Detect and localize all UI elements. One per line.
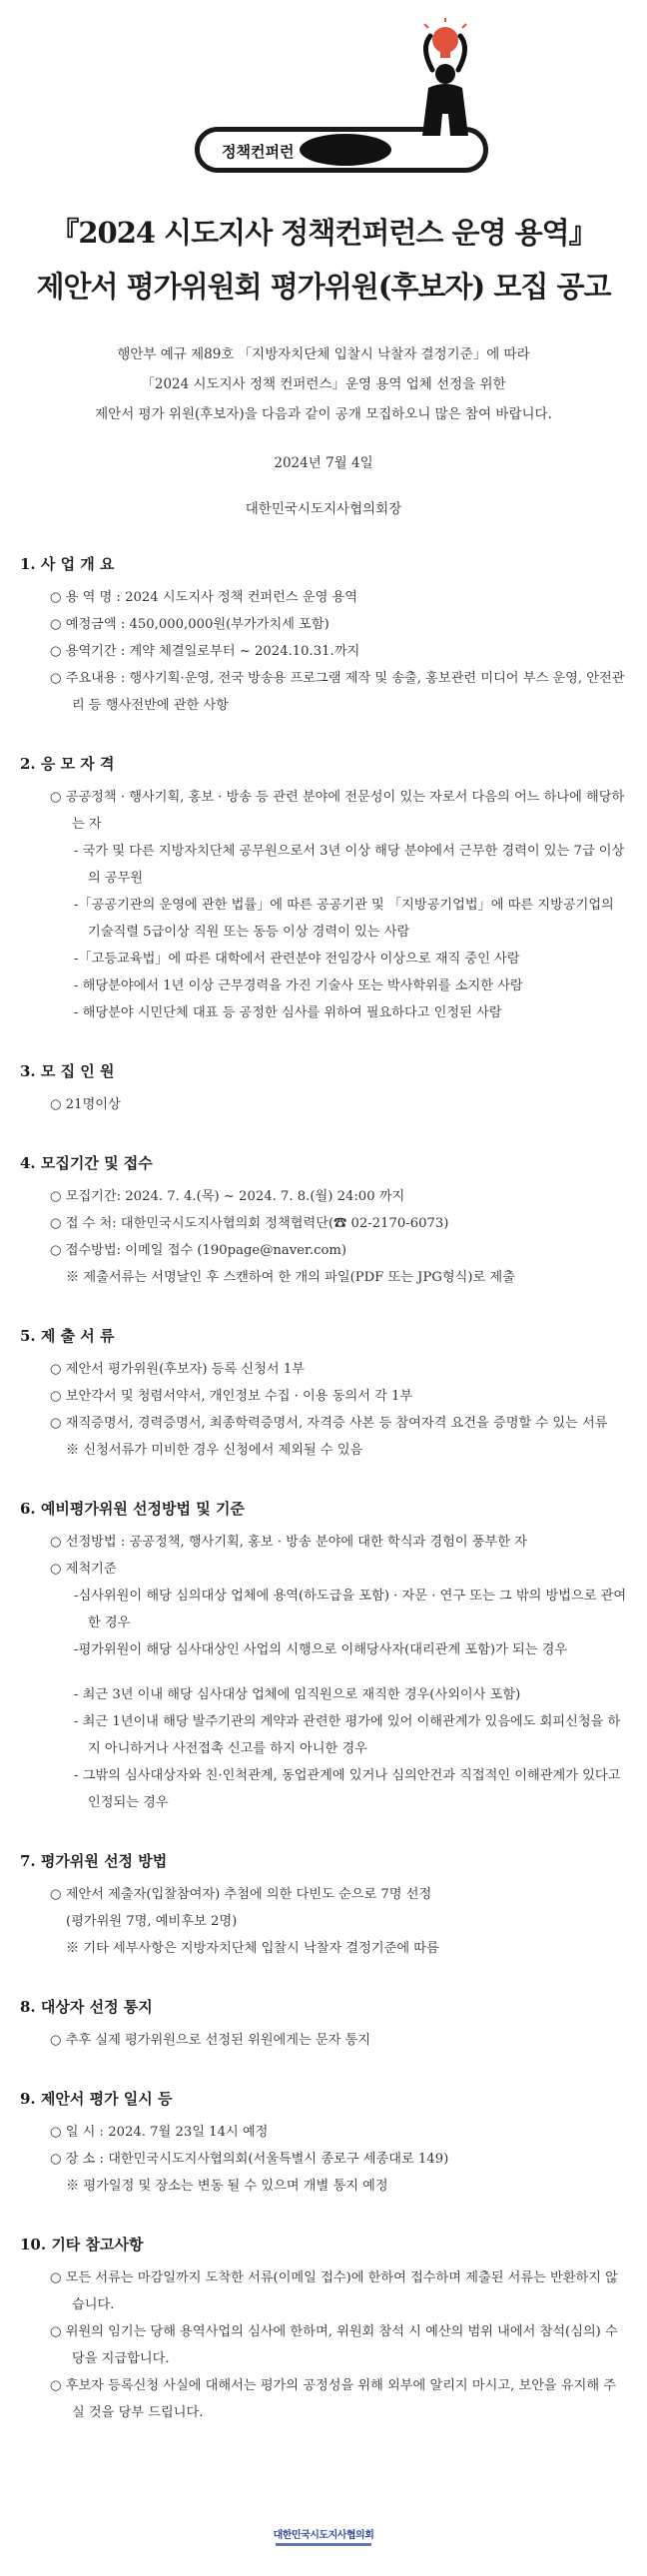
section-title: 10. 기타 참고사항	[20, 2236, 144, 2254]
redaction-ellipse	[300, 134, 391, 166]
sub-item: - 그밖의 심사대상자와 친·인척관계, 동업관계에 있거나 심의안건과 직접적인 이해관계가 있다고 인정되는 경우	[74, 1768, 621, 1810]
note: ※ 제출서류는 서명날인 후 스캔하여 한 개의 파일(PDF 또는 JPG형식)로 제출	[66, 1270, 515, 1285]
section-documents	[20, 1325, 627, 1464]
list-item: ○ 21명이상	[50, 1097, 121, 1112]
list-item: ○ 용역기간 : 계약 체결일로부터 ~ 2024.10.31.까지	[50, 644, 360, 659]
notice-date: 2024년 7월 4일	[274, 455, 373, 471]
list-item: ○ 모집기간: 2024. 7. 4.(목) ~ 2024. 7. 8.(월) 24:00 까지	[50, 1189, 405, 1204]
section-notification	[20, 1996, 627, 2054]
intro-line: 「2024 시도지사 정책 컨퍼런스」운영 용역 업체 선정을 위한	[141, 376, 506, 392]
list-item: ○ 장 소 : 대한민국시도지사협의회(서울특별시 종로구 세종대로 149)	[50, 2152, 449, 2167]
list-item: ○ 제안서 평가위원(후보자) 등록 신청서 1부	[50, 1362, 305, 1377]
list-item: ○ 추후 실제 평가위원으로 선정된 위원에게는 문자 통지	[50, 2033, 371, 2048]
list-item: ○ 일 시 : 2024. 7월 23일 14시 예정	[50, 2125, 269, 2140]
section-other-notes	[20, 2234, 627, 2426]
intro-line: 행안부 예규 제89호 「지방자치단체 입찰시 낙찰자 결정기준」에 따라	[117, 346, 530, 362]
list-item: ○ 제안서 제출자(입찰참여자) 추첨에 의한 다빈도 순으로 7명 선정	[50, 1887, 432, 1902]
intro-paragraph	[44, 339, 603, 429]
sub-item: - 국가 및 다른 지방자치단체 공무원으로서 3년 이상 해당 분야에서 근무한 경력이 있는 7급 이상의 공무원	[74, 844, 625, 886]
list-item: ○ 공공정책 · 행사기획, 홍보 · 방송 등 관련 분야에 전문성이 있는 자로서 다음의 어느 하나에 해당하는 자	[50, 790, 625, 832]
section-title: 7. 평가위원 선정 방법	[20, 1852, 168, 1870]
list-item: ○ 위원의 임기는 당해 용역사업의 심사에 한하며, 위원회 참석 시 예산의 범위 내에서 참석(심의) 수당을 지급합니다.	[50, 2324, 618, 2366]
list-item: ○ 주요내용 : 행사기획·운영, 전국 방송용 프로그램 제작 및 송출, 홍보관련 미디어 부스 운영, 안전관리 등 행사전반에 관한 사항	[50, 671, 625, 713]
issuer-name: 대한민국시도지사협의회장	[245, 501, 402, 517]
notice-sections	[0, 553, 647, 2426]
list-item: ○ 모든 서류는 마감일까지 도착한 서류(이메일 접수)에 한하여 접수하며 제출된 서류는 반환하지 않습니다.	[50, 2270, 618, 2312]
list-item: ○ 예정금액 : 450,000,000원(부가가치세 포함)	[50, 617, 329, 632]
section-title: 8. 대상자 선정 통지	[20, 1998, 153, 2016]
section-title: 6. 예비평가위원 선정방법 및 기준	[20, 1500, 245, 1518]
note: ※ 기타 세부사항은 지방자치단체 입찰시 낙찰자 결정기준에 따름	[66, 1941, 439, 1956]
sub-item: - 해당분야 시민단체 대표 등 공정한 심사를 위하여 필요하다고 인정된 사람	[74, 1005, 502, 1020]
section-overview	[20, 553, 627, 719]
section-evaluation-schedule	[20, 2088, 627, 2200]
pill-label: 정책컨퍼런	[222, 143, 295, 161]
list-item: ○ 선정방법 : 공공정책, 행사기획, 홍보 · 방송 분야에 대한 학식과 경험이 풍부한 자	[50, 1535, 527, 1550]
person-lightbulb-illustration	[390, 18, 500, 138]
section-title: 2. 응 모 자 격	[20, 755, 115, 773]
section-evaluator-selection	[20, 1850, 627, 1962]
intro-line: 제안서 평가 위원(후보자)을 다음과 같이 공개 모집하오니 많은 참여 바랍니다.	[95, 406, 552, 422]
list-item: ○ 재직증명서, 경력증명서, 최종학력증명서, 자격증 사본 등 참여자격 요건을 증명할 수 있는 서류	[50, 1416, 608, 1431]
hero-banner	[0, 0, 647, 190]
section-title: 9. 제안서 평가 일시 등	[20, 2090, 173, 2108]
list-item: ○ 접 수 처: 대한민국시도지사협의회 정책협력단(☎ 02-2170-6073)	[50, 1216, 449, 1231]
section-title: 1. 사 업 개 요	[20, 555, 115, 573]
note: ※ 평가일정 및 장소는 변동 될 수 있으며 개별 통지 예정	[66, 2179, 388, 2194]
sub-item: -심사위원이 해당 심의대상 업체에 용역(하도급을 포함) · 자문 · 연구 또는 그 밖의 방법으로 관여한 경우	[74, 1589, 627, 1630]
list-item: ○ 접수방법: 이메일 접수 (190page@naver.com)	[50, 1243, 347, 1258]
note: (평가위원 7명, 예비후보 2명)	[66, 1914, 238, 1929]
sub-item: - 최근 3년 이내 해당 심사대상 업체에 임직원으로 재직한 경우(사외이사 포함)	[74, 1687, 521, 1702]
logo-underline	[276, 2543, 371, 2546]
list-item: ○ 후보자 등록신청 사실에 대해서는 평가의 공정성을 위해 외부에 알리지 마시고, 보안을 유지해 주실 것을 당부 드립니다.	[50, 2378, 617, 2420]
list-item: ○ 보안각서 및 청렴서약서, 개인정보 수집 · 이용 동의서 각 1부	[50, 1389, 413, 1404]
logo-text: 대한민국시도지사협의회	[273, 2530, 374, 2541]
sub-item: - 최근 1년이내 해당 발주기관의 계약과 관련한 평가에 있어 이해관계가 있음에도 회피신청을 하지 아니하거나 사전접촉 신고를 하지 아니한 경우	[74, 1714, 621, 1756]
section-eligibility	[20, 753, 627, 1026]
organization-logo	[272, 2526, 375, 2546]
sub-item: -「공공기관의 운영에 관한 법률」에 따른 공공기관 및 「지방공기업법」에 따른 지방공기업의 기술직렬 5급이상 직원 또는 동등 이상 경력이 있는 사람	[74, 898, 614, 940]
section-selection-criteria	[20, 1498, 627, 1816]
title-line-2: 제안서 평가위원회 평가위원(후보자) 모집 공고	[36, 270, 611, 304]
page-title	[0, 206, 647, 314]
sub-item: -「고등교육법」에 따른 대학에서 관련분야 전임강사 이상으로 재직 중인 사람	[74, 952, 520, 966]
list-item: ○ 제척기준	[50, 1562, 117, 1577]
title-line-1: 『2024 시도지사 정책컨퍼런스 운영 용역』	[50, 216, 597, 250]
section-title: 5. 제 출 서 류	[20, 1327, 115, 1345]
sub-item: - 해당분야에서 1년 이상 근무경력을 가진 기술사 또는 박사학위를 소지한 사람	[74, 978, 523, 993]
note: ※ 신청서류가 미비한 경우 신청에서 제외될 수 있음	[66, 1443, 363, 1458]
section-title: 4. 모집기간 및 접수	[20, 1154, 153, 1172]
list-item: ○ 용 역 명 : 2024 시도지사 정책 컨퍼런스 운영 용역	[50, 590, 357, 605]
section-period	[20, 1152, 627, 1291]
section-title: 3. 모 집 인 원	[20, 1062, 115, 1080]
sub-item: -평가위원이 해당 심사대상인 사업의 시행으로 이해당사자(대리관계 포함)가 되는 경우	[74, 1642, 568, 1657]
section-headcount	[20, 1060, 627, 1118]
